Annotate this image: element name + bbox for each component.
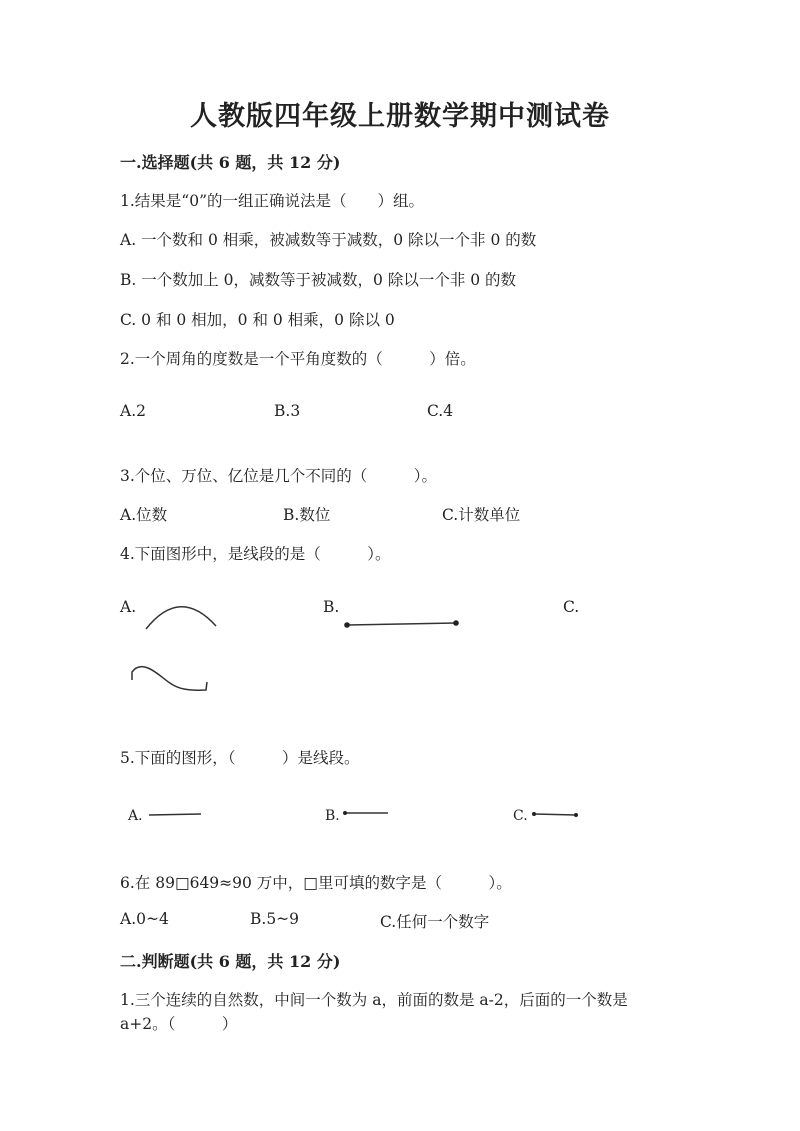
ray-figure-b bbox=[342, 809, 390, 817]
question-2-option-c: C.4 bbox=[427, 402, 454, 420]
ray-figure-a bbox=[147, 810, 203, 818]
question-4-option-b-label: B. bbox=[323, 598, 340, 616]
page-title: 人教版四年级上册数学期中测试卷 bbox=[190, 101, 610, 132]
question-5-option-c-label: C. bbox=[513, 808, 528, 824]
wavy-line-figure bbox=[128, 662, 212, 694]
judgement-question-1-line-1: 1.三个连续的自然数，中间一个数为 a，前面的数是 a-2，后面的一个数是 bbox=[120, 991, 628, 1009]
question-2-stem: 2.一个周角的度数是一个平角度数的（ ）倍。 bbox=[120, 350, 476, 368]
question-2-option-b: B.3 bbox=[274, 402, 301, 420]
question-6-option-a: A.0~4 bbox=[120, 910, 169, 928]
question-5-stem: 5.下面的图形，（ ）是线段。 bbox=[120, 749, 360, 767]
section-heading-judgement: 二.判断题(共 6 题，共 12 分) bbox=[120, 952, 341, 971]
curved-line-figure bbox=[144, 604, 218, 632]
section-heading-choice: 一.选择题(共 6 题，共 12 分) bbox=[120, 153, 341, 172]
question-3-option-a: A.位数 bbox=[120, 506, 168, 524]
question-1-stem: 1.结果是“0”的一组正确说法是（ ）组。 bbox=[120, 192, 424, 210]
question-1-option-a: A. 一个数和 0 相乘，被减数等于减数，0 除以一个非 0 的数 bbox=[120, 231, 537, 249]
question-1-option-b: B. 一个数加上 0，减数等于被减数，0 除以一个非 0 的数 bbox=[120, 271, 517, 289]
question-4-stem: 4.下面图形中，是线段的是（ ）。 bbox=[120, 545, 391, 563]
judgement-question-1-line-2: a+2。（ ） bbox=[120, 1015, 238, 1033]
question-6-option-b: B.5~9 bbox=[250, 910, 300, 928]
question-2-option-a: A.2 bbox=[120, 402, 146, 420]
question-6-option-c: C.任何一个数字 bbox=[380, 913, 490, 931]
question-4-option-c-label: C. bbox=[563, 598, 580, 616]
line-segment-figure bbox=[343, 618, 461, 630]
question-1-option-c: C. 0 和 0 相加，0 和 0 相乘，0 除以 0 bbox=[120, 311, 395, 329]
question-6-stem: 6.在 89□649≈90 万中，□里可填的数字是（ ）。 bbox=[120, 874, 512, 892]
question-4-option-a-label: A. bbox=[120, 598, 137, 616]
question-3-option-b: B.数位 bbox=[283, 506, 331, 524]
question-5-option-a-label: A. bbox=[128, 808, 143, 824]
question-3-stem: 3.个位、万位、亿位是几个不同的（ ）。 bbox=[120, 467, 438, 485]
question-5-option-b-label: B. bbox=[325, 808, 340, 824]
segment-figure-c bbox=[531, 810, 579, 818]
question-3-option-c: C.计数单位 bbox=[442, 506, 521, 524]
